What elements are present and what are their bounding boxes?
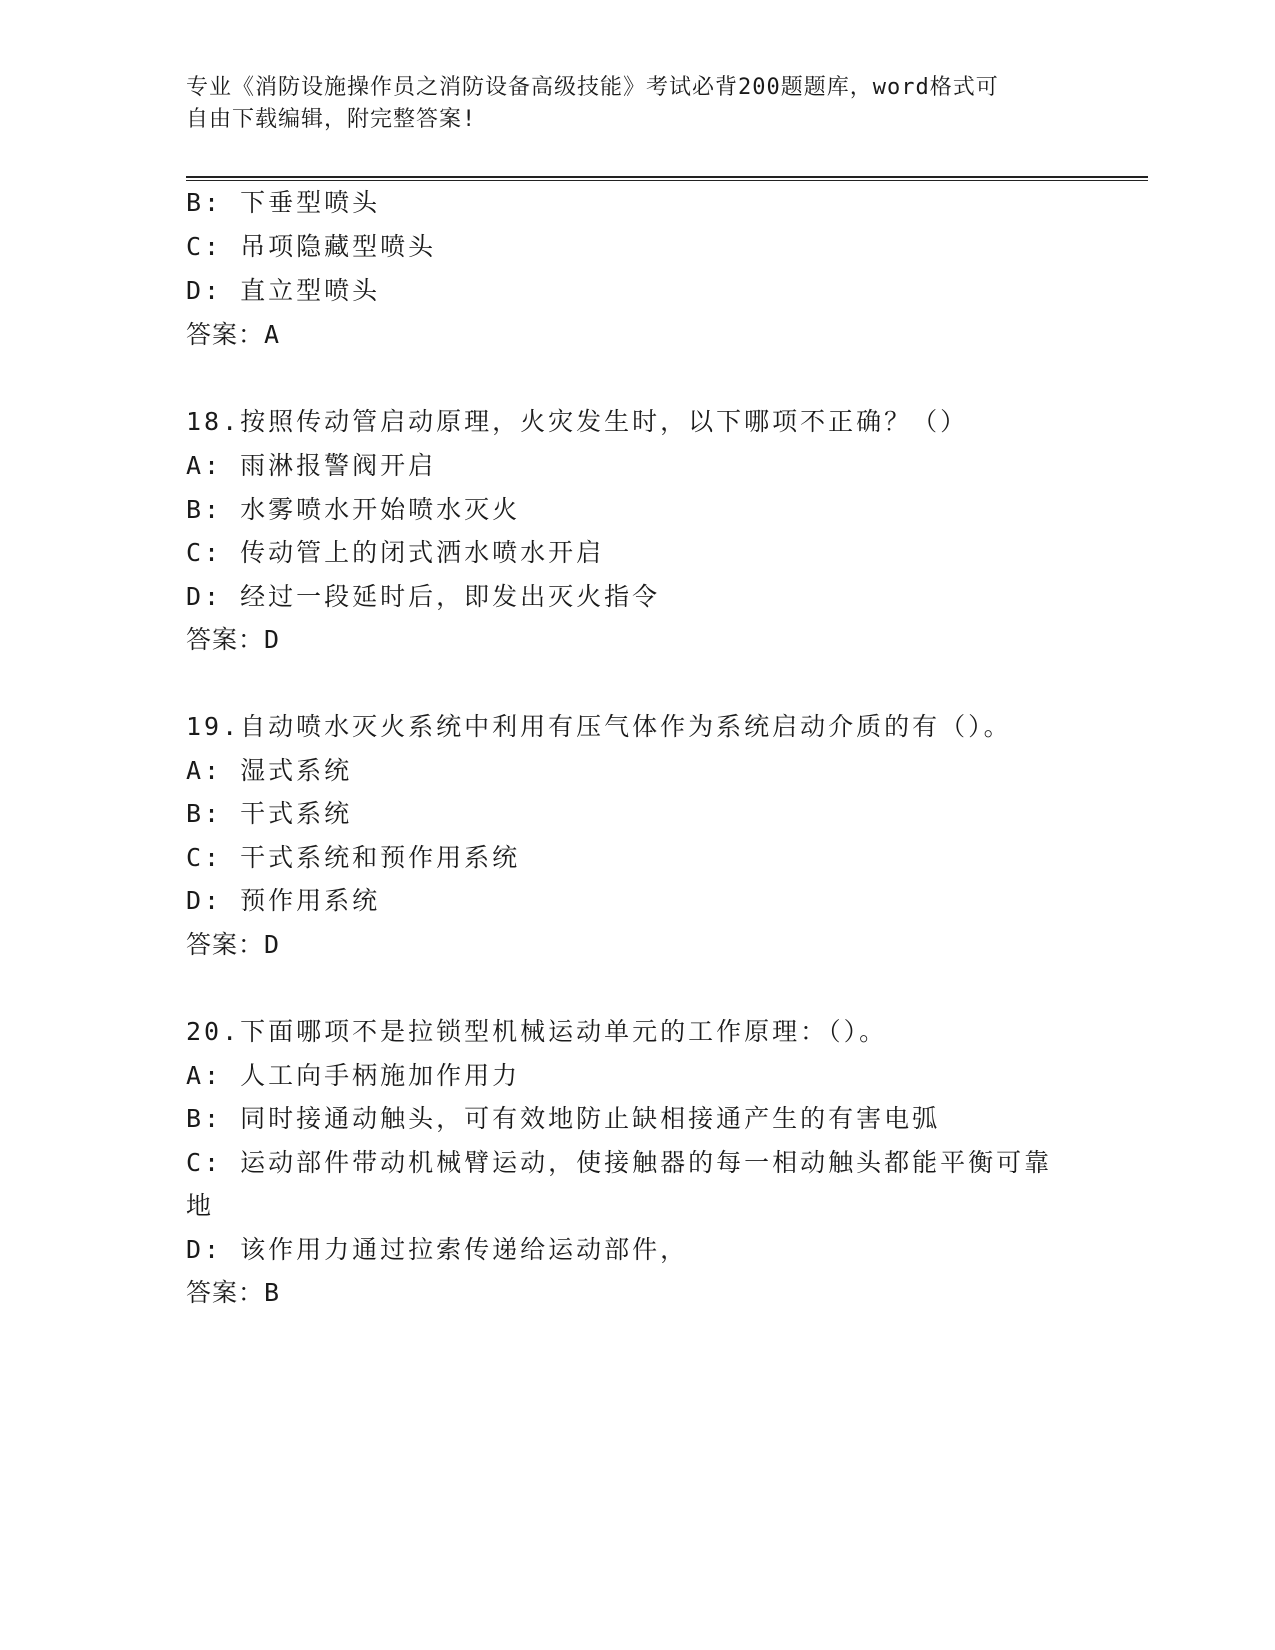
q17-option-c: C: 吊项隐藏型喷头 (186, 232, 437, 261)
q18-option-a: A: 雨淋报警阀开启 (186, 451, 437, 480)
document-header (186, 72, 1066, 136)
q19-answer: 答案：D (186, 930, 281, 959)
q17-answer: 答案：A (186, 320, 281, 349)
q20-option-b: B: 同时接通动触头，可有效地防止缺相接通产生的有害电弧 (186, 1104, 941, 1133)
q18-option-d: D: 经过一段延时后，即发出灭火指令 (186, 582, 661, 611)
q20-answer: 答案：B (186, 1278, 281, 1307)
q20-option-a: A: 人工向手柄施加作用力 (186, 1061, 521, 1090)
q19-option-d: D: 预作用系统 (186, 886, 381, 915)
q18-option-c: C: 传动管上的闭式洒水喷水开启 (186, 538, 605, 567)
q17-option-b: B: 下垂型喷头 (186, 188, 381, 217)
header-line-2: 自由下载编辑，附完整答案! (186, 107, 477, 132)
q18-answer: 答案：D (186, 625, 281, 654)
q20-option-d: D: 该作用力通过拉索传递给运动部件， (186, 1235, 689, 1264)
header-line-1: 专业《消防设施操作员之消防设备高级技能》考试必背200题题库，word格式可 (186, 75, 999, 100)
q20-option-c-continued: 地 (186, 1191, 215, 1220)
q19-question: 19.自动喷水灭火系统中利用有压气体作为系统启动介质的有（）。 (186, 712, 1012, 741)
q19-option-b: B: 干式系统 (186, 799, 353, 828)
q19-option-a: A: 湿式系统 (186, 756, 353, 785)
q20-question: 20.下面哪项不是拉锁型机械运动单元的工作原理：（）。 (186, 1017, 888, 1046)
header-divider (186, 176, 1148, 181)
q20-option-c: C: 运动部件带动机械臂运动，使接触器的每一相动触头都能平衡可靠 (186, 1148, 1053, 1177)
q18-option-b: B: 水雾喷水开始喷水灭火 (186, 495, 521, 524)
q18-question: 18.按照传动管启动原理，火灾发生时，以下哪项不正确？（） (186, 407, 969, 436)
q19-option-c: C: 干式系统和预作用系统 (186, 843, 521, 872)
q17-option-d: D: 直立型喷头 (186, 276, 381, 305)
